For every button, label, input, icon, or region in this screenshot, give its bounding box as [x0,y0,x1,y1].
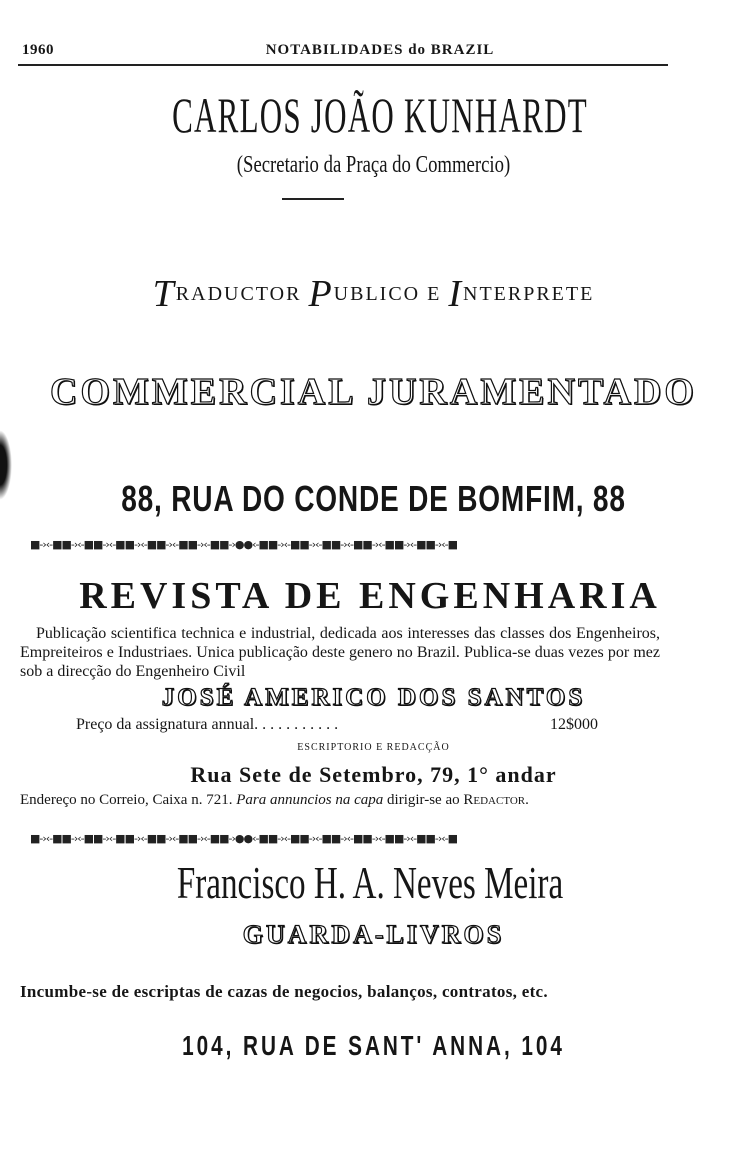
short-rule [282,198,344,200]
meira-services: Incumbe-se de escriptas de cazas de negocios, balanços, contratos, etc. [20,982,548,1001]
header-rule [18,64,668,66]
kunhardt-address: 88, RUA DO CONDE DE BOMFIM, 88 [121,478,626,519]
ornamental-rule: ■-›‹-■■-›‹-■■-›‹-■■-›‹-■■-›‹-■■-›‹-■■-›●●‹-■■-›‹-■■-›‹-■■-›‹-■■-›‹-■■-›‹-■■-›‹-■ [30,832,457,845]
running-title: NOTABILIDADES do BRAZIL [265,42,495,58]
revista-contact: Endereço no Correio, Caixa n. 721. Para annuncios na capa dirigir-se ao Redactor. [20,792,529,808]
margin-ink-mark [0,430,12,500]
price-label: Preço da assignatura annual. . . . . . . . . . . [76,716,339,733]
revista-address: Rua Sete de Setembro, 79, 1° andar [190,762,557,787]
ornamental-rule: ■-›‹-■■-›‹-■■-›‹-■■-›‹-■■-›‹-■■-›‹-■■-›●●‹-■■-›‹-■■-›‹-■■-›‹-■■-›‹-■■-›‹-■■-›‹-■ [30,538,457,551]
kunhardt-name: CARLOS JOÃO KUNHARDT [172,87,588,143]
office-label: ESCRIPTORIO E REDACÇÃO [297,742,450,753]
meira-address: 104, RUA DE SANT' ANNA, 104 [182,1030,565,1061]
kunhardt-position: (Secretario da Praça do Commercio) [236,152,511,178]
kunhardt-profession: TRADUCTOR PUBLICO E INTERPRETE [152,273,595,315]
revista-director: JOSÉ AMERICO DOS SANTOS [161,684,586,711]
meira-profession: GUARDA-LIVROS [242,920,505,949]
revista-title: REVISTA DE ENGENHARIA [79,575,661,617]
kunhardt-title: COMMERCIAL JURAMENTADO [50,371,697,413]
revista-description: Publicação scientifica technica e industrial, dedicada aos interesses das classes dos Engenheiros, Empreiteiros e Industriaes. Unica publicação deste genero no Brazil. Publica-se duas vezes por mez sob a direcção do Engenheiro Civil [20,625,660,680]
page-number: 1960 [22,42,54,58]
meira-name: Francisco H. A. Neves Meira [176,857,564,908]
price-value: 12$000 [550,716,598,733]
